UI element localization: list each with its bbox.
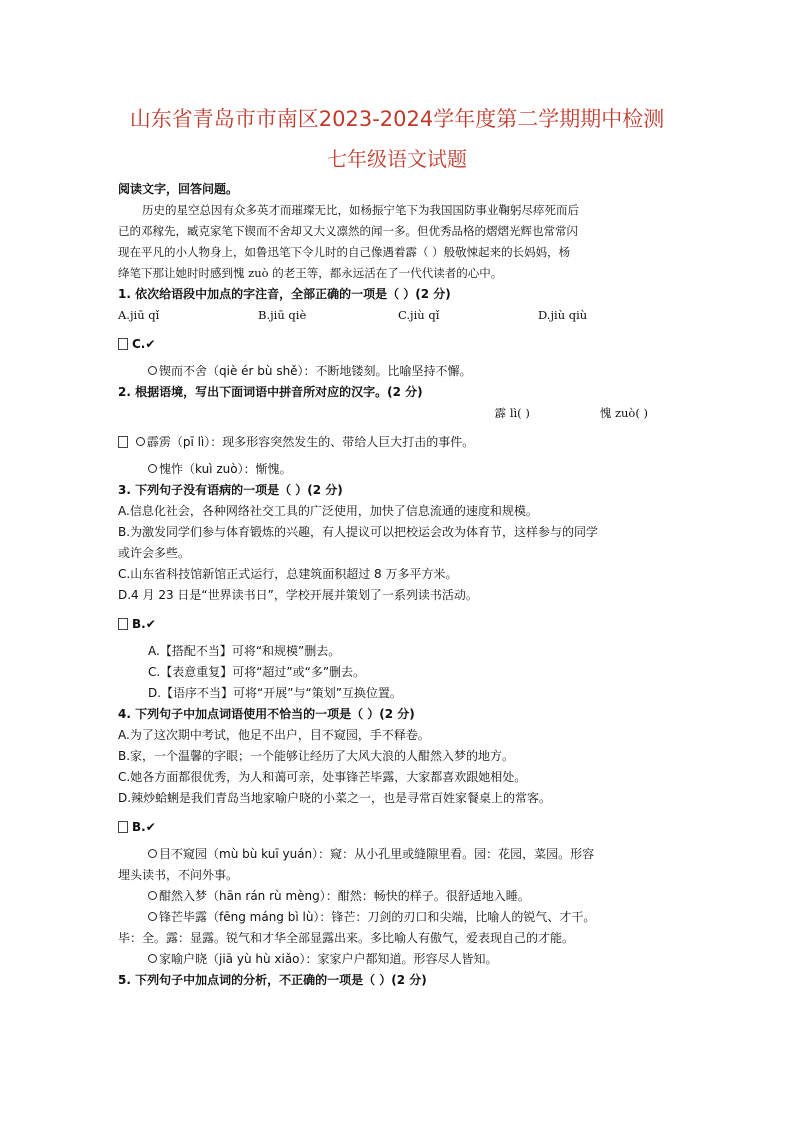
- explanation-line: 埋头读书，不问外事。: [118, 868, 239, 882]
- answer-box-icon: [118, 618, 128, 630]
- explanation-line: 锲而不舍（qiè ér bù shě）：不断地镂刻。比喻坚持不懈。: [118, 361, 680, 382]
- option-c: C.她各方面都很优秀，为人和蔼可亲，处事锋芒毕露，大家都喜欢跟她相处。: [118, 770, 527, 784]
- blank-kuizuo: 愧 zuò( ): [599, 406, 648, 420]
- question-1-options: [118, 305, 680, 326]
- passage-line: 已的邓稼先，臧克家笔下锲而不舍却又大义凛然的闻一多。但优秀品格的熠熠光辉也常常闪: [118, 224, 578, 238]
- answer-row: [118, 614, 680, 635]
- answer-box-icon: [118, 338, 128, 350]
- circle-bullet-icon: [136, 437, 145, 446]
- blank-pili: 霹 lì( ): [494, 406, 530, 420]
- passage-line: 历史的星空总因有众多英才而璀璨无比，如杨振宁笔下为我国国防事业鞠躬尽瘁死而后: [142, 203, 579, 217]
- circle-bullet-icon: [148, 464, 157, 473]
- circle-bullet-icon: [148, 849, 157, 858]
- answer-text: B.✔: [132, 820, 156, 834]
- explanation-line: 目不窥园（mù bù kuī yuán）：窥：从小孔里或缝隙里看。园：花园，菜园。形容: [118, 844, 680, 865]
- explanation-line: C.【表意重复】可将“超过”或“多”删去。: [148, 665, 366, 679]
- question-3-stem: 3. 下列句子没有语病的一项是（ ）(2 分): [118, 483, 343, 497]
- option-d: D.jiù qiù: [538, 308, 588, 322]
- explanation-line: 毕：全。露：显露。锐气和才华全部显露出来。多比喻人有傲气，爱表现自己的才能。: [118, 931, 575, 945]
- explanation-line: D.【语序不当】可将“开展”与“策划”互换位置。: [148, 686, 402, 700]
- option-c: C.山东省科技馆新馆正式运行，总建筑面积超过 8 万多平方米。: [118, 567, 458, 581]
- option-a: A.jiū qǐ: [118, 308, 160, 322]
- option-b: B.家，一个温馨的字眼；一个能够让经历了大风大浪的人酣然入梦的地方。: [118, 749, 515, 763]
- option-c: C.jiù qǐ: [398, 308, 440, 322]
- circle-bullet-icon: [148, 954, 157, 963]
- question-1-stem: 1. 依次给语段中加点的字注音，全部正确的一项是（ ）(2 分): [118, 287, 451, 301]
- explanation-line: 酣然入梦（hān rán rù mèng）：酣然：畅快的样子。很舒适地入睡。: [118, 886, 680, 907]
- question-4-stem: 4. 下列句子中加点词语使用不恰当的一项是（ ）(2 分): [118, 707, 415, 721]
- option-d: D.4 月 23 日是“世界读书日”，学校开展并策划了一系列读书活动。: [118, 588, 478, 602]
- circle-bullet-icon: [148, 891, 157, 900]
- option-a: A.为了这次期中考试，他足不出户，目不窥园，手不释卷。: [118, 728, 430, 742]
- exam-title: 山东省青岛市市南区2023-2024学年度第二学期期中检测: [129, 107, 665, 131]
- option-b: B.为激发同学们参与体育锻炼的兴趣，有人提议可以把校运会改为体育节，这样参与的同学: [118, 525, 599, 539]
- answer-text: C.✔: [132, 337, 156, 351]
- exam-subtitle: 七年级语文试题: [327, 147, 467, 171]
- passage-line: 现在平凡的小人物身上，如鲁迅笔下令儿时的自己像遇着霹（ ）般敬悚起来的长妈妈，杨: [118, 245, 571, 259]
- answer-row: [118, 817, 680, 838]
- answer-box-icon: [118, 821, 128, 833]
- question-2-stem: 2. 根据语境，写出下面词语中拼音所对应的汉字。(2 分): [118, 385, 423, 399]
- option-a: A.信息化社会，各种网络社交工具的广泛使用，加快了信息流通的速度和规模。: [118, 504, 538, 518]
- explanation-line: 家喻户晓（jiā yù hù xiǎo）：家家户户都知道。形容尽人皆知。: [118, 949, 680, 970]
- question-5-stem: 5. 下列句子中加点词的分析，不正确的一项是（ ）(2 分): [118, 973, 427, 987]
- passage-line: 绛笔下那让她时时感到愧 zuò 的老王等，都永远活在了一代代读者的心中。: [118, 266, 503, 280]
- answer-row: 霹雳（pī lì）：现多形容突然发生的、带给人巨大打击的事件。: [118, 432, 680, 453]
- answer-row: [118, 334, 680, 355]
- explanation-line: A.【搭配不当】可将“和规模”删去。: [148, 644, 341, 658]
- option-d: D.辣炒蛤蜊是我们青岛当地家喻户晓的小菜之一，也是寻常百姓家餐桌上的常客。: [118, 791, 552, 805]
- option-b: B.jiū qiè: [258, 308, 307, 322]
- exam-content: [118, 179, 680, 991]
- answer-text: B.✔: [132, 617, 156, 631]
- circle-bullet-icon: [148, 912, 157, 921]
- explanation-line: 锋芒毕露（fēng máng bì lù）：锋芒：刀剑的刃口和尖端，比喻人的锐气、才干。: [118, 907, 680, 928]
- answer-box-icon: [118, 436, 128, 448]
- option-b-cont: 或许会多些。: [118, 546, 191, 560]
- explanation-line: 愧怍（kuì zuò）：惭愧。: [118, 459, 680, 480]
- question-2-blanks: [118, 403, 680, 424]
- circle-bullet-icon: [148, 366, 157, 375]
- reading-heading: 阅读文字，回答问题。: [118, 182, 239, 196]
